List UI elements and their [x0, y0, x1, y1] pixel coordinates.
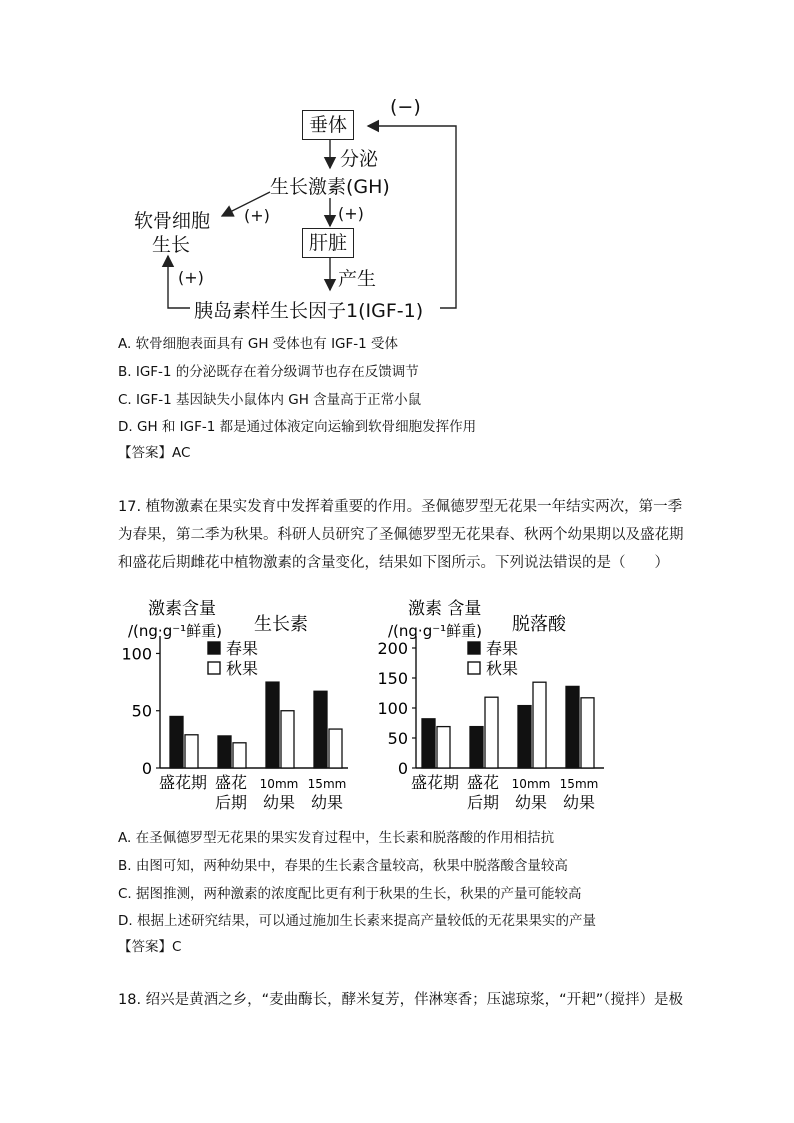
chart-1-bar-2-1: [533, 682, 546, 768]
chart-0-legend-label-0: 春果: [226, 639, 259, 658]
chart-0-bar-2-0: [266, 682, 279, 768]
chart-1-xtick-label-3-1: 幼果: [562, 793, 596, 812]
chart-0-xtick-label-2-1: 幼果: [262, 793, 296, 812]
chart-0-bar-0-1: [185, 735, 198, 768]
chart-0-xtick-label-0-0: 盛花期: [158, 773, 208, 792]
chart-0-xtick-label-3-1: 幼果: [310, 793, 344, 812]
chart-1-ylabel-1: 激素 含量: [408, 599, 482, 619]
q18-line-1: 18. 绍兴是黄酒之乡，“麦曲酶长，酵米复芳，伴淋寒香；压滤琼浆，“开耙”（搅拌）是极: [118, 992, 683, 1008]
chart-1-title: 脱落酸: [512, 614, 566, 635]
q16-option-b: B. IGF-1 的分泌既存在着分级调节也存在反馈调节: [118, 364, 419, 380]
arrow-igf-feedback: [368, 126, 456, 308]
chart-0-bar-2-1: [281, 711, 294, 768]
q17-answer: 【答案】C: [118, 939, 182, 955]
chart-0-bar-3-0: [314, 691, 327, 768]
minus-label: (−): [390, 96, 421, 118]
q17-option-d: D. 根据上述研究结果，可以通过施加生长素来提高产量较低的无花果果实的产量: [118, 913, 596, 929]
chart-0-ylabel-2: /(ng·g⁻¹鲜重): [128, 622, 223, 640]
hormone-charts: [0, 580, 794, 820]
liver-box: 肝脏: [302, 228, 354, 258]
chart-1-bar-0-1: [437, 727, 450, 768]
chart-0-ytick-label-1: 50: [131, 701, 152, 721]
chart-0-legend-label-1: 秋果: [226, 659, 259, 678]
chart-0-bar-1-0: [218, 736, 231, 768]
chart-0-ytick-label-2: 100: [121, 644, 152, 664]
chart-0-legend-swatch-0: [208, 642, 220, 654]
chart-1-xtick-label-1-1: 后期: [466, 793, 500, 812]
chart-1-legend-label-0: 春果: [486, 639, 519, 658]
chart-1-bar-1-1: [485, 697, 498, 768]
chart-1-bar-0-0: [422, 719, 435, 768]
chart-0-bar-3-1: [329, 729, 342, 768]
chart-1-xtick-label-2-0: 10mm: [511, 777, 551, 791]
q17-option-c: C. 据图推测，两种激素的浓度配比更有利于秋果的生长，秋果的产量可能较高: [118, 886, 582, 902]
chart-1-xtick-label-1-0: 盛花: [466, 773, 500, 792]
chart-1-xtick-label-0-0: 盛花期: [410, 773, 460, 792]
chart-1-ylabel-2: /(ng·g⁻¹鲜重): [388, 622, 483, 640]
chart-1-bar-3-1: [581, 698, 594, 768]
q16-answer: 【答案】AC: [118, 445, 191, 461]
chart-0-xtick-label-1-0: 盛花: [214, 773, 248, 792]
pituitary-box: 垂体: [302, 110, 354, 140]
q16-option-c: C. IGF-1 基因缺失小鼠体内 GH 含量高于正常小鼠: [118, 392, 422, 408]
chart-0-xtick-label-2-0: 10mm: [259, 777, 299, 791]
q17-line-1: 17. 植物激素在果实发育中发挥着重要的作用。圣佩德罗型无花果一年结实两次，第一季: [118, 499, 683, 515]
chart-0-title: 生长素: [254, 614, 308, 635]
diagram-arrows: [0, 0, 794, 330]
q17-option-b: B. 由图可知，两种幼果中，春果的生长素含量较高，秋果中脱落酸含量较高: [118, 858, 568, 874]
produce-label: 产生: [338, 268, 377, 290]
plus-gh-cartilage: (+): [244, 206, 270, 225]
secrete-label: 分泌: [340, 148, 379, 170]
chart-0-legend-swatch-1: [208, 662, 220, 674]
chart-1-bar-1-0: [470, 727, 483, 768]
gh-label: 生长激素(GH): [270, 176, 390, 198]
plus-gh-liver: (+): [338, 204, 364, 223]
igf-label: 胰岛素样生长因子1(IGF-1): [194, 300, 424, 322]
chart-1-legend-swatch-0: [468, 642, 480, 654]
q16-option-d: D. GH 和 IGF-1 都是通过体液定向运输到软骨细胞发挥作用: [118, 419, 477, 435]
chart-1-ytick-label-4: 200: [377, 639, 408, 658]
q17-option-a: A. 在圣佩德罗型无花果的果实发育过程中，生长素和脱落酸的作用相拮抗: [118, 830, 555, 846]
cartilage-label-line2: 生长: [152, 234, 191, 256]
chart-0-xtick-label-3-0: 15mm: [307, 777, 347, 791]
chart-1-xtick-label-2-1: 幼果: [514, 793, 548, 812]
q16-option-a: A. 软骨细胞表面具有 GH 受体也有 IGF-1 受体: [118, 336, 399, 352]
chart-0-bar-1-1: [233, 743, 246, 768]
chart-0-xtick-label-1-1: 后期: [214, 793, 248, 812]
plus-igf-cartilage: (+): [178, 268, 204, 287]
chart-1-ytick-label-0: 0: [397, 759, 408, 778]
chart-1-bar-2-0: [518, 706, 531, 768]
chart-0-bar-0-0: [170, 716, 183, 768]
chart-0-ylabel-1: 激素含量: [148, 599, 216, 619]
cartilage-label-line1: 软骨细胞: [134, 210, 211, 232]
chart-1-xtick-label-3-0: 15mm: [559, 777, 599, 791]
chart-1-legend-label-1: 秋果: [486, 659, 519, 678]
chart-0-ytick-label-0: 0: [141, 759, 152, 778]
chart-1-ytick-label-2: 100: [377, 699, 408, 718]
q17-line-3: 和盛花后期雌花中植物激素的含量变化，结果如下图所示。下列说法错误的是（ ）: [118, 555, 669, 571]
chart-1-bar-3-0: [566, 686, 579, 768]
chart-1-ytick-label-3: 150: [377, 669, 408, 688]
chart-1-legend-swatch-1: [468, 662, 480, 674]
chart-1-ytick-label-1: 50: [387, 729, 408, 748]
q17-line-2: 为春果，第二季为秋果。科研人员研究了圣佩德罗型无花果春、秋两个幼果期以及盛花期: [118, 527, 684, 543]
